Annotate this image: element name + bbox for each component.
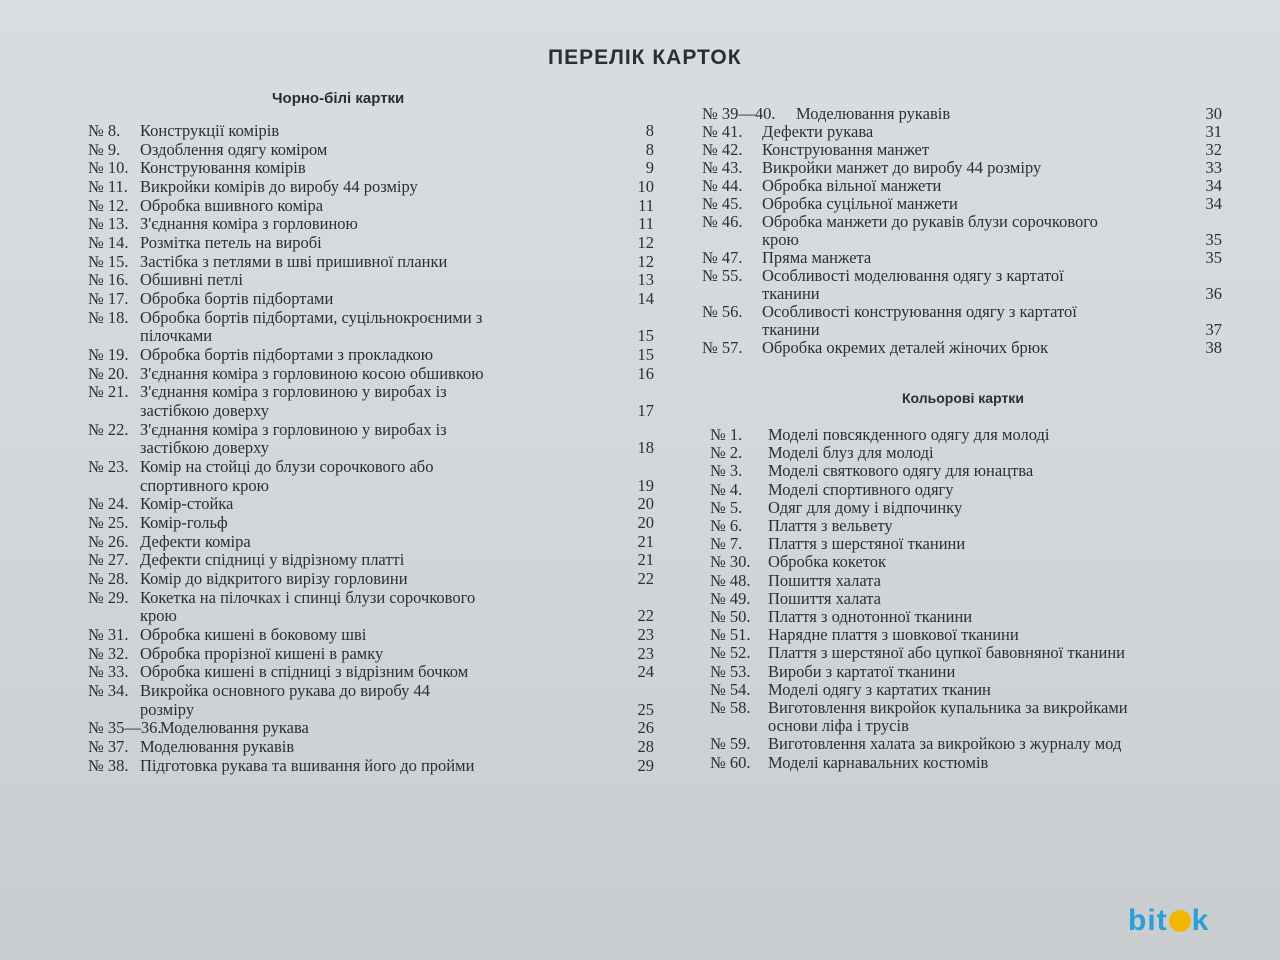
page-number: 28 (637, 737, 654, 757)
card-title: Моделі спортивного одягу (768, 479, 954, 499)
card-number: № 6. (710, 516, 743, 535)
card-number: № 44. (702, 176, 743, 195)
card-number: № 3. (710, 461, 743, 481)
card-number: № 60. (710, 752, 751, 772)
page-number: 34 (1205, 176, 1222, 195)
card-number: № 13. (88, 214, 129, 234)
card-title: Конструкції комірів (140, 121, 280, 140)
page-number: 12 (637, 251, 654, 271)
page-number: 23 (637, 625, 654, 645)
card-number: № 41. (702, 122, 743, 141)
card-title: Плаття з шерстяної тканини (768, 534, 966, 554)
card-title: Обробка прорізної кишені в рамку (140, 643, 384, 663)
card-title: Моделювання рукава (160, 718, 309, 738)
page-number: 24 (637, 662, 654, 682)
page-number: 33 (1205, 158, 1222, 177)
card-number: № 53. (710, 661, 751, 681)
page-number: 11 (638, 214, 654, 234)
page-number: 13 (637, 270, 654, 290)
card-number: № 30. (710, 552, 751, 572)
card-title: пілочками (140, 326, 213, 346)
card-title: Викройки манжет до виробу 44 розміру (762, 158, 1042, 177)
card-number: № 16. (88, 270, 129, 290)
card-title: Одяг для дому і відпочинку (768, 497, 963, 517)
card-number: № 5. (710, 497, 743, 517)
card-title: Плаття з однотонної тканини (768, 607, 973, 626)
card-title: Викройки комірів до виробу 44 розміру (140, 177, 418, 196)
page-number: 20 (637, 513, 654, 533)
card-number: № 9. (88, 139, 121, 159)
card-title: застібкою доверху (140, 401, 270, 421)
card-number: № 29. (88, 587, 129, 607)
card-title: Обробка суцільної манжети (762, 194, 958, 213)
card-title: Обробка манжети до рукавів блузи сорочкового (762, 212, 1098, 231)
card-title: Комір-стойка (140, 494, 234, 514)
page-number: 23 (637, 643, 654, 663)
page-number: 29 (637, 755, 654, 775)
card-title: Моделювання рукавів (796, 104, 951, 123)
page-number: 17 (637, 401, 654, 421)
card-title: Вироби з картатої тканини (768, 661, 956, 681)
card-title: З'єднання коміра з горловиною (140, 214, 358, 234)
page-number: 22 (637, 569, 654, 589)
card-title: основи ліфа і трусів (768, 716, 909, 736)
card-title: Моделювання рукавів (140, 737, 295, 757)
card-title: Комір-гольф (140, 513, 228, 533)
card-title: Комір на стойці до блузи сорочкового або (140, 457, 434, 477)
page-number: 19 (637, 475, 654, 495)
card-title: Пошиття халата (768, 570, 881, 590)
card-title: Конструювання манжет (762, 140, 930, 159)
card-number: № 31. (88, 625, 129, 645)
card-number: № 25. (88, 513, 129, 533)
card-number: № 37. (88, 737, 129, 757)
card-number: № 51. (710, 625, 751, 645)
card-number: № 28. (88, 569, 129, 589)
card-title: спортивного крою (140, 475, 269, 495)
card-number: № 54. (710, 679, 751, 699)
card-title: Плаття з вельвету (768, 516, 893, 535)
card-number: № 56. (702, 302, 743, 321)
card-title: Нарядне плаття з шовкової тканини (768, 625, 1019, 645)
color-cards-heading: Кольорові картки (902, 390, 1024, 406)
page-number: 37 (1205, 320, 1222, 339)
card-number: № 49. (710, 588, 751, 608)
card-number: № 47. (702, 248, 743, 267)
watermark-text-end: k (1191, 904, 1210, 937)
page-number: 15 (637, 345, 654, 365)
card-number: № 24. (88, 494, 129, 514)
card-title: Особливості конструювання одягу з картатої (762, 302, 1077, 321)
page-number: 35 (1205, 230, 1222, 249)
card-title: З'єднання коміра з горловиною у виробах із (140, 419, 447, 439)
card-title: З'єднання коміра з горловиною косою обшивкою (140, 363, 484, 383)
card-number: № 33. (88, 662, 129, 682)
card-number: № 38. (88, 755, 129, 775)
page-number: 26 (637, 718, 654, 738)
page-number: 35 (1205, 248, 1222, 267)
page-number: 22 (637, 606, 654, 626)
watermark-logo (1128, 904, 1209, 938)
card-title: Моделі святкового одягу для юнацтва (768, 461, 1034, 481)
card-title: Обробка окремих деталей жіночих брюк (762, 338, 1049, 357)
card-number: № 11. (88, 177, 128, 196)
card-number: № 19. (88, 345, 129, 365)
page-number: 25 (637, 699, 654, 719)
card-number: № 55. (702, 266, 743, 285)
page-number: 11 (638, 195, 654, 215)
card-number: № 46. (702, 212, 743, 231)
card-number: № 20. (88, 363, 129, 383)
card-title: Особливості моделювання одягу з картатої (762, 266, 1064, 285)
card-number: № 10. (88, 158, 129, 178)
page-number: 10 (637, 177, 654, 196)
page-number: 38 (1205, 338, 1222, 357)
card-title: Моделі повсякденного одягу для молоді (768, 425, 1050, 444)
card-title: Оздоблення одягу коміром (140, 139, 328, 159)
card-title: Обробка бортів підбортами з прокладкою (140, 345, 434, 365)
card-number: № 7. (710, 534, 743, 554)
card-number: № 12. (88, 195, 129, 215)
card-title: Кокетка на пілочках і спинці блузи сорочкового (140, 587, 476, 607)
card-number: № 18. (88, 307, 129, 327)
card-title: З'єднання коміра з горловиною у виробах із (140, 382, 447, 402)
card-number: № 59. (710, 734, 751, 754)
card-title: Обшивні петлі (140, 270, 243, 290)
card-title: Обробка бортів підбортами, суцільнокроєними з (140, 307, 483, 327)
card-number: № 23. (88, 457, 129, 477)
card-title: Обробка бортів підбортами (140, 289, 334, 309)
card-number: № 50. (710, 607, 751, 626)
page-number: 16 (637, 363, 654, 383)
card-number: № 26. (88, 531, 129, 551)
card-number: № 34. (88, 681, 129, 701)
card-number: № 17. (88, 289, 129, 309)
card-number: № 1. (710, 425, 743, 444)
card-number: № 22. (88, 419, 129, 439)
card-number: № 45. (702, 194, 743, 213)
page-number: 15 (637, 326, 654, 346)
page-number: 21 (637, 550, 654, 570)
page-number: 9 (645, 158, 654, 178)
card-number: № 48. (710, 570, 751, 590)
card-title: Моделі одягу з картатих тканин (768, 679, 991, 699)
card-title: тканини (762, 320, 820, 339)
page-title: ПЕРЕЛІК КАРТОК (548, 46, 742, 69)
page-number: 8 (645, 121, 654, 140)
page-number: 8 (645, 139, 654, 159)
card-title: Обробка вшивного коміра (140, 195, 324, 215)
card-number: № 8. (88, 121, 121, 140)
card-title: тканини (762, 284, 820, 303)
page-number: 36 (1205, 284, 1222, 303)
page-number: 12 (637, 233, 654, 253)
card-number: № 2. (710, 443, 743, 463)
card-number: № 14. (88, 233, 129, 253)
page-number: 18 (637, 438, 654, 458)
card-title: Обробка кишені в боковому шві (140, 625, 367, 645)
card-title: Плаття з шерстяної або цупкої бавовняної тканини (768, 643, 1125, 663)
page-number: 31 (1205, 122, 1222, 141)
page-number: 20 (637, 494, 654, 514)
card-title: Підготовка рукава та вшивання його до пройми (140, 755, 475, 775)
page-number: 21 (637, 531, 654, 551)
card-title: Конструювання комірів (140, 158, 306, 178)
watermark-text-start: bit (1128, 904, 1168, 937)
card-title: Обробка кокеток (768, 552, 887, 572)
card-number: № 35—36. (88, 718, 162, 738)
card-title: Дефекти спідниці у відрізному платті (140, 550, 405, 570)
card-number: № 4. (710, 479, 743, 499)
watermark-coin-icon (1169, 910, 1191, 932)
card-title: Дефекти коміра (140, 531, 251, 551)
card-number: № 39—40. (702, 104, 776, 123)
card-title: Обробка кишені в спідниці з відрізним бочком (140, 662, 469, 682)
card-title: Обробка вільної манжети (762, 176, 942, 195)
page-number: 34 (1205, 194, 1222, 213)
card-number: № 52. (710, 643, 751, 663)
card-title: Комір до відкритого вирізу горловини (140, 569, 408, 589)
page-number: 30 (1205, 104, 1222, 123)
card-title: Пряма манжета (762, 248, 872, 267)
card-title: Пошиття халата (768, 588, 881, 608)
card-number: № 15. (88, 251, 129, 271)
card-number: № 57. (702, 338, 743, 357)
card-number: № 42. (702, 140, 743, 159)
card-title: Застібка з петлями в шві пришивної планки (140, 251, 448, 271)
card-number: № 32. (88, 643, 129, 663)
card-title: крою (140, 606, 177, 626)
card-number: № 21. (88, 382, 129, 402)
bw-cards-heading: Чорно-білі картки (272, 90, 405, 107)
card-number: № 43. (702, 158, 743, 177)
card-title: Виготовлення викройок купальника за викройками (768, 698, 1128, 717)
card-title: Дефекти рукава (762, 122, 874, 141)
card-title: застібкою доверху (140, 438, 270, 458)
card-title: Розмітка петель на виробі (140, 233, 322, 253)
card-title: Моделі блуз для молоді (768, 443, 934, 463)
card-number: № 58. (710, 698, 751, 717)
card-title: Моделі карнавальних костюмів (768, 752, 989, 772)
page-number: 14 (637, 289, 654, 309)
card-title: Виготовлення халата за викройкою з журналу мод (768, 734, 1122, 754)
page-number: 32 (1205, 140, 1222, 159)
card-title: крою (762, 230, 799, 249)
card-title: Викройка основного рукава до виробу 44 (140, 681, 430, 701)
card-title: розміру (140, 699, 195, 719)
card-number: № 27. (88, 550, 129, 570)
